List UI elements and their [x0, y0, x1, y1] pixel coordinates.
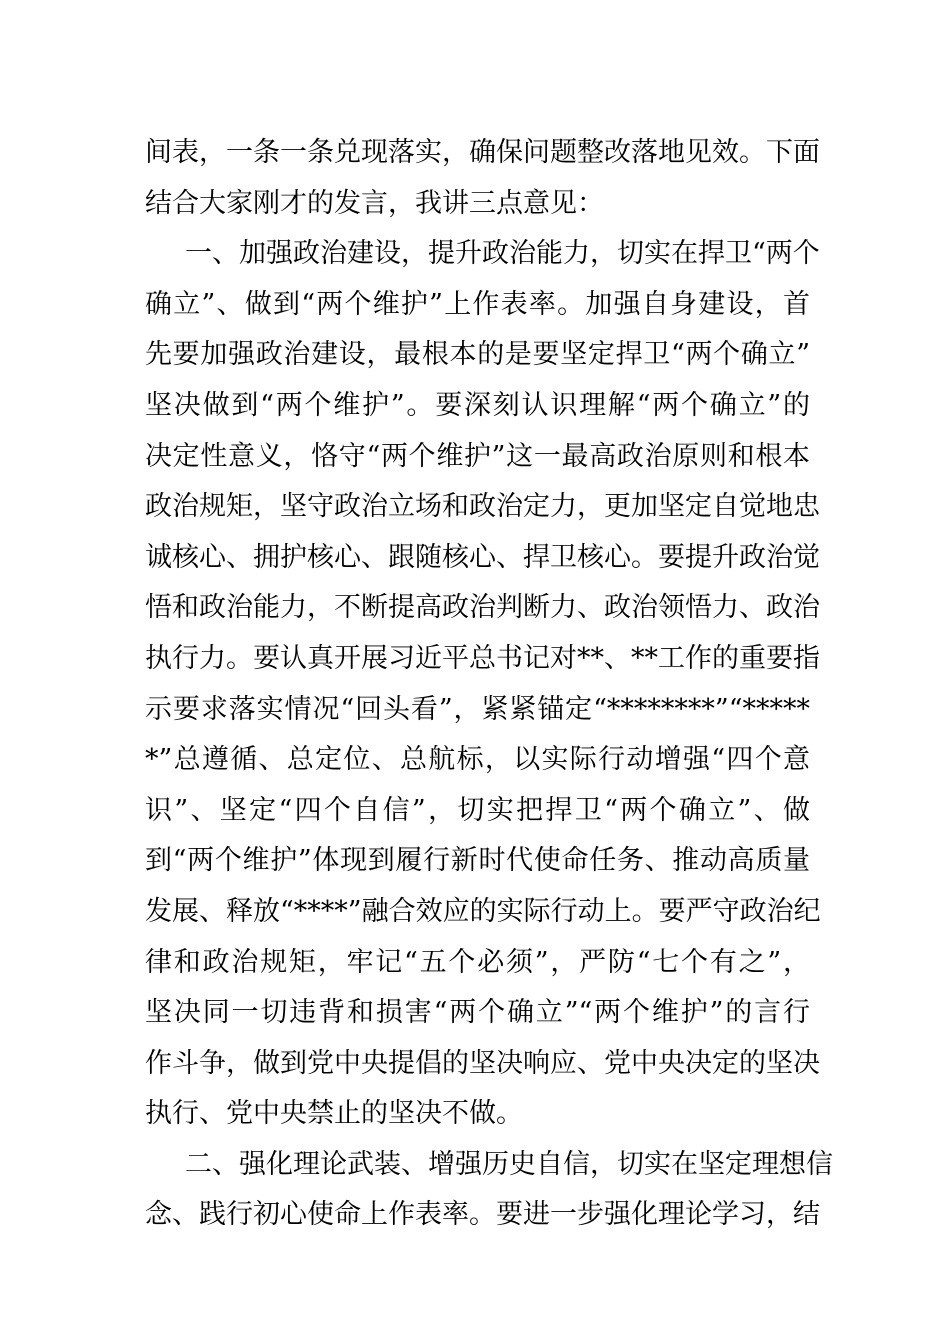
text-line: *”总遵循、总定位、总航标，以实际行动增强“四个意	[145, 744, 810, 776]
text-line: 政治规矩，坚守政治立场和政治定力，更加坚定自觉地忠	[145, 491, 820, 523]
text-line: 到“两个维护”体现到履行新时代使命任务、推动高质量	[145, 845, 810, 877]
text-line: 发展、释放“****”融合效应的实际行动上。要严守政治纪	[145, 895, 821, 927]
text-line: 坚决做到“两个维护”。要深刻认识理解“两个确立”的	[145, 389, 810, 421]
text-line: 执行力。要认真开展习近平总书记对**、**工作的重要指	[145, 642, 820, 674]
text-line: 二、强化理论武装、增强历史自信，切实在坚定理想信	[185, 1148, 833, 1180]
text-line: 示要求落实情况“回头看”，紧紧锚定“********”“*****	[145, 693, 810, 725]
text-line: 悟和政治能力，不断提高政治判断力、政治领悟力、政治	[145, 592, 820, 624]
text-line: 执行、党中央禁止的坚决不做。	[145, 1098, 523, 1130]
text-line: 识”、坚定“四个自信”，切实把捍卫“两个确立”、做	[145, 794, 810, 826]
text-line: 间表，一条一条兑现落实，确保问题整改落地见效。下面	[145, 137, 820, 168]
text-line: 先要加强政治建设，最根本的是要坚定捍卫“两个确立”	[145, 339, 810, 371]
text-line: 念、践行初心使命上作表率。要进一步强化理论学习，结	[145, 1199, 820, 1231]
body-text	[145, 128, 833, 1241]
text-line: 诚核心、拥护核心、跟随核心、捍卫核心。要提升政治觉	[145, 541, 820, 573]
text-line: 结合大家刚才的发言，我讲三点意见：	[145, 187, 604, 219]
text-line: 确立”、做到“两个维护”上作表率。加强自身建设，首	[145, 288, 810, 320]
text-line: 决定性意义，恪守“两个维护”这一最高政治原则和根本	[145, 440, 810, 472]
text-line: 律和政治规矩，牢记“五个必须”，严防“七个有之”，	[145, 946, 810, 978]
text-line: 作斗争，做到党中央提倡的坚决响应、党中央决定的坚决	[145, 1047, 820, 1079]
text-line: 坚决同一切违背和损害“两个确立”“两个维护”的言行	[145, 997, 810, 1029]
text-line: 一、加强政治建设，提升政治能力，切实在捍卫“两个	[185, 238, 820, 270]
